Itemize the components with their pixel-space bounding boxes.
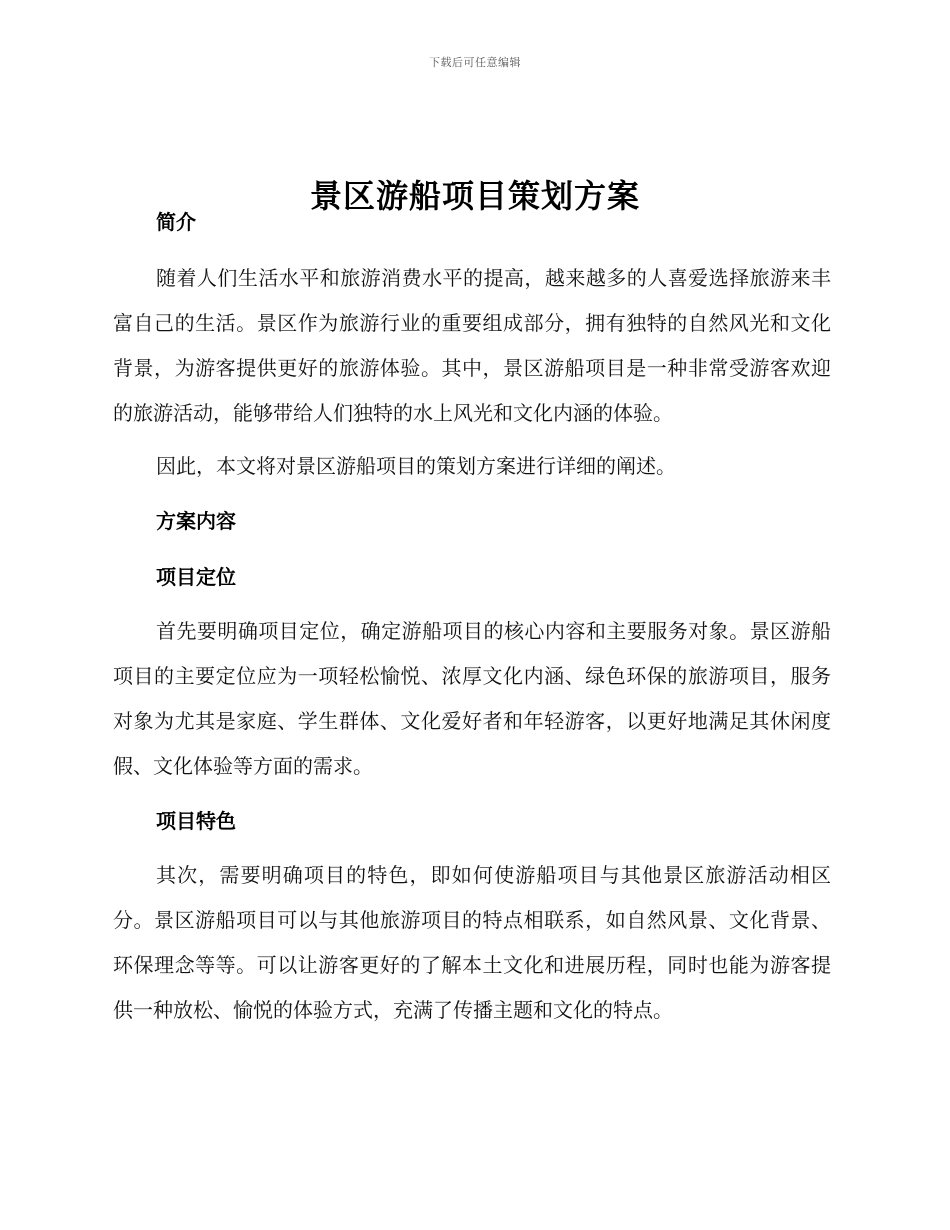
section-heading-plan: 方案内容	[156, 509, 236, 533]
document-body	[113, 198, 831, 1033]
section-heading-features: 项目特色	[156, 809, 236, 833]
section-heading-intro: 简介	[156, 210, 196, 234]
page-header-note: 下载后可任意编辑	[429, 56, 521, 69]
document-title: 景区游船项目策划方案	[309, 177, 640, 216]
section-heading-positioning: 项目定位	[156, 565, 236, 589]
intro-paragraph-1: 随着人们生活水平和旅游消费水平的提高，越来越多的人喜爱选择旅游来丰富自己的生活。景区作为旅游行业的重要组成部分，拥有独特的自然风光和文化背景，为游客提供更好的旅游体验。其中，景区游船项目是一种非常受游客欢迎的旅游活动，能够带给人们独特的水上风光和文化内涵的体验。	[113, 266, 831, 425]
features-paragraph: 其次，需要明确项目的特色，即如何使游船项目与其他景区旅游活动相区分。景区游船项目可以与其他旅游项目的特点相联系，如自然风景、文化背景、环保理念等等。可以让游客更好的了解本土文化和进展历程，同时也能为游客提供一种放松、愉悦的体验方式，充满了传播主题和文化的特点。	[113, 863, 831, 1022]
intro-paragraph-2: 因此，本文将对景区游船项目的策划方案进行详细的阐述。	[156, 454, 676, 478]
positioning-paragraph: 首先要明确项目定位，确定游船项目的核心内容和主要服务对象。景区游船项目的主要定位应为一项轻松愉悦、浓厚文化内涵、绿色环保的旅游项目，服务对象为尤其是家庭、学生群体、文化爱好者和年轻游客，以更好地满足其休闲度假、文化体验等方面的需求。	[113, 619, 831, 778]
